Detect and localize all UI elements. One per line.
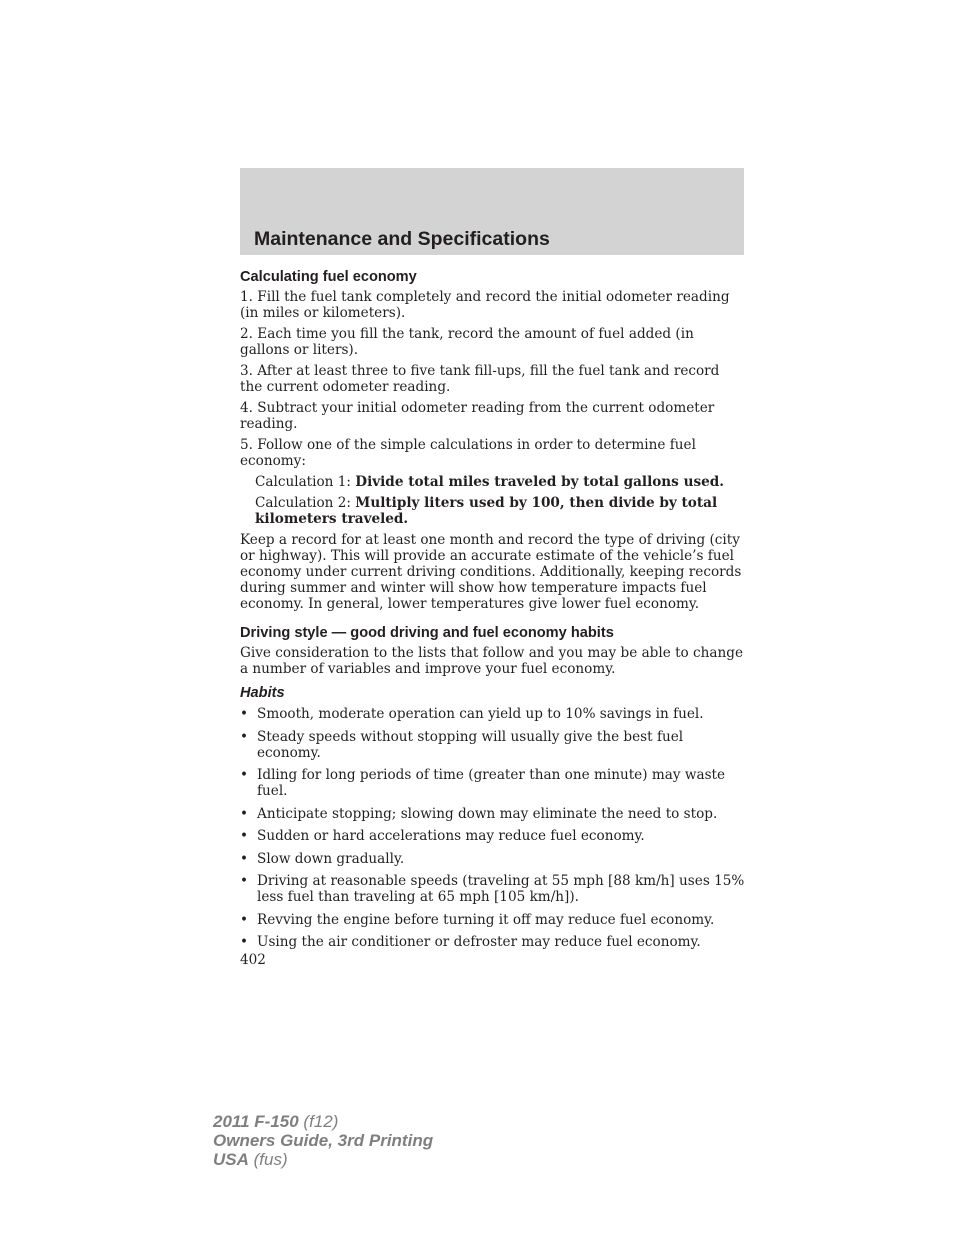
step-3: 3. After at least three to five tank fill-ups, fill the fuel tank and record the current odometer reading. [240,363,720,395]
bullet-icon: • [240,911,249,928]
list-item: • Idling for long periods of time (greater than one minute) may waste fuel. [240,767,726,799]
footer-line-3: USA (fus) [213,1150,288,1169]
footer-line-1: 2011 F-150 (f12) [213,1112,339,1131]
list-item: • Anticipate stopping; slowing down may eliminate the need to stop. [240,805,718,822]
document-footer [213,1112,433,1169]
calculation-1-text: Divide total miles traveled by total gallons used. [355,474,724,490]
bullet-icon: • [240,873,249,889]
habits-list [240,706,745,950]
list-item: • Revving the engine before turning it off may reduce fuel economy. [240,911,715,928]
page-number: 402 [240,952,266,968]
calculation-1 [240,474,745,490]
driving-style-intro: Give consideration to the lists that follow and you may be able to change a number of variables and improve your fuel economy. [240,645,744,677]
bullet-icon: • [240,767,249,783]
step-4: 4. Subtract your initial odometer reading from the current odometer reading. [240,400,715,432]
list-item: • Driving at reasonable speeds (traveling at 55 mph [88 km/h] uses 15% less fuel than traveling at 65 mph [105 km/h]). [240,873,745,905]
calculation-2-text: Multiply liters used by 100, then divide by total kilometers traveled. [255,495,718,527]
page-content [240,268,745,973]
list-item: • Slow down gradually. [240,850,405,867]
list-item: • Smooth, moderate operation can yield up to 10% savings in fuel. [240,706,704,722]
heading-driving-style: Driving style — good driving and fuel economy habits [240,625,614,641]
list-item: • Using the air conditioner or defroster may reduce fuel economy. [240,934,701,950]
list-item: • Sudden or hard accelerations may reduce fuel economy. [240,828,645,844]
list-item: • Steady speeds without stopping will usually give the best fuel economy. [240,728,684,761]
record-keeping-paragraph: Keep a record for at least one month and record the type of driving (city or highway). This will provide an accurate estimate of the vehicle’s fuel economy under current driving conditions. Additionally, keeping records during summer and winter will show how temperature impacts fuel economy. In general, lower temperatures give lower fuel economy. [240,532,742,612]
bullet-icon: • [240,850,249,867]
section-title: Maintenance and Specifications [254,228,550,250]
heading-calculating-fuel-economy: Calculating fuel economy [240,269,417,285]
bullet-icon: • [240,706,249,722]
calculation-2 [240,495,745,527]
step-5: 5. Follow one of the simple calculations in order to determine fuel economy: [240,437,696,469]
bullet-icon: • [240,805,249,822]
bullet-icon: • [240,828,249,844]
bullet-icon: • [240,934,249,950]
bullet-icon: • [240,728,249,745]
calculation-1-label: Calculation 1: [255,474,356,490]
footer-line-2: Owners Guide, 3rd Printing [213,1131,434,1150]
subheading-habits: Habits [240,685,285,701]
step-1: 1. Fill the fuel tank completely and record the initial odometer reading (in miles or kilometers). [240,289,730,321]
section-header-band [240,168,744,255]
calculation-2-label: Calculation 2: [255,495,356,511]
step-2: 2. Each time you fill the tank, record the amount of fuel added (in gallons or liters). [240,326,694,358]
